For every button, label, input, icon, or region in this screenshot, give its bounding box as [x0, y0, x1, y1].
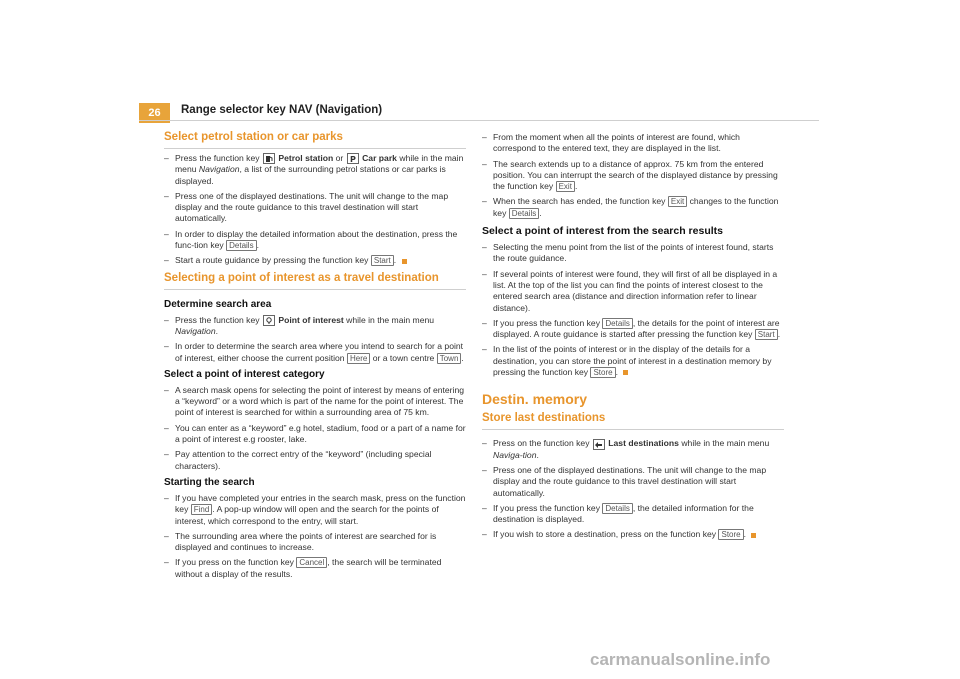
text: , a list of the surrounding petrol stations or car parks is displayed.	[175, 164, 446, 186]
text: .	[539, 207, 542, 218]
details-key: Details	[509, 208, 539, 219]
text: If you wish to store a destination, press on the function key	[493, 529, 717, 540]
subheading-search-area: Determine search area	[164, 298, 272, 310]
left-column	[164, 130, 466, 584]
store-steps	[482, 438, 784, 540]
list-item: – Press one of the displayed destinations. The unit will change to the map display and the route guidance to this travel destination will start automatically.	[482, 465, 784, 499]
running-title: Range selector key NAV (Navigation)	[181, 104, 383, 116]
list-item	[164, 341, 466, 364]
chapter-heading-destin-memory: Destin. memory	[482, 391, 588, 408]
list-item: – The surrounding area where the points of interest are searched for is displayed and continues to increase.	[164, 531, 466, 554]
key-label-petrol-station: Petrol station	[278, 153, 334, 163]
details-key: Details	[602, 318, 632, 329]
text: If you press the function key	[493, 502, 601, 513]
text: If you press the function key	[493, 317, 601, 328]
list-item	[482, 318, 784, 341]
list-item	[482, 503, 784, 526]
exit-key: Exit	[556, 181, 575, 192]
section-end-marker	[751, 533, 756, 538]
parking-icon	[347, 153, 359, 164]
text: Press the function key	[175, 153, 260, 163]
text: .	[215, 325, 218, 336]
town-key: Town	[437, 353, 462, 364]
key-label-last-destinations: Last destinations	[608, 438, 679, 449]
details-key: Details	[226, 240, 256, 251]
details-key: Details	[602, 503, 632, 514]
store-key: Store	[590, 367, 615, 378]
poi-result-steps	[482, 242, 784, 378]
section-end-marker	[402, 259, 407, 264]
list-item: – Pay attention to the correct entry of the “keyword” (including special characters).	[164, 449, 466, 472]
subheading-starting-search: Starting the search	[164, 476, 255, 488]
list-item: – If several points of interest were found, they will first of all be displayed in a list. At the top of the list you can find the points of interest closest to the entered search area (distance and direction information refer to linear distance).	[482, 269, 784, 314]
text: If you press on the function key	[175, 557, 294, 568]
petrol-steps	[164, 153, 466, 267]
text: Start a route guidance by pressing the function key	[175, 255, 369, 266]
text: .	[777, 329, 781, 340]
section-heading-petrol: Select petrol station or car parks	[164, 130, 466, 149]
text: .	[461, 352, 464, 363]
text: while in the main menu	[346, 314, 435, 325]
petrol-pump-icon	[263, 153, 275, 164]
search-result-steps	[482, 132, 784, 219]
spacer	[164, 290, 466, 296]
subheading-poi-category: Select a point of interest category	[164, 368, 325, 380]
menu-name: Navigation	[198, 164, 240, 175]
list-item: – Press one of the displayed destinations. The unit will change to the map display and the route guidance to this travel destination will start automatically.	[164, 191, 466, 225]
start-key: Start	[371, 255, 394, 266]
list-item: – A search mask opens for selecting the point of interest by means of entering a “keyword” or a word which is part of the name for the point of interest. The point of interest is searched for within a surrounding area of 75 km.	[164, 385, 466, 419]
text: , the search will be terminated without a display of the results.	[175, 557, 442, 579]
text: , the detailed information for the destination is displayed.	[493, 502, 754, 525]
list-item	[164, 315, 466, 338]
text: . A pop-up window will open and the search for the points of interest, which correspond to the entry, will start.	[175, 504, 439, 526]
search-steps	[164, 493, 466, 580]
cancel-key: Cancel	[296, 557, 327, 568]
text: , the details for the point of interest are displayed. A route guidance is started after pressing the function key	[493, 317, 780, 340]
list-item	[164, 153, 466, 187]
list-item	[482, 529, 784, 540]
list-item	[482, 159, 784, 193]
menu-name: Navigation	[175, 325, 216, 336]
key-label-car-park: Car park	[362, 153, 397, 163]
text: If you have completed your entries in the search mask, press on the function key	[175, 492, 466, 515]
text: In order to determine the search area where you intend to search for a point of interest, either choose the current position	[175, 341, 464, 363]
svg-text:P: P	[349, 155, 356, 164]
subheading-select-poi-results: Select a point of interest from the search results	[482, 225, 723, 238]
text: while in the main menu	[681, 438, 770, 449]
watermark: carmanualsonline.info	[590, 650, 771, 669]
list-item	[482, 196, 784, 219]
text: .	[574, 181, 578, 192]
list-item	[482, 344, 784, 378]
poi-icon	[263, 315, 275, 326]
list-item: – Selecting the menu point from the list of the points of interest found, starts the route guidance.	[482, 242, 784, 265]
page-number: 26	[139, 103, 170, 123]
list-item	[164, 493, 466, 527]
section-end-marker	[623, 370, 628, 375]
find-key: Find	[191, 504, 213, 515]
here-key: Here	[347, 353, 370, 364]
text: .	[393, 255, 397, 266]
store-key: Store	[718, 529, 743, 540]
text: .	[536, 449, 539, 460]
list-item: – From the moment when all the points of interest are found, which correspond to the entered text, they are displayed in the list.	[482, 132, 784, 155]
text: When the search has ended, the function key	[493, 196, 666, 207]
menu-name: Naviga-tion	[493, 449, 537, 460]
text: while in the main menu	[175, 153, 464, 175]
search-area-steps	[164, 315, 466, 364]
start-key: Start	[755, 329, 778, 340]
text: .	[743, 529, 746, 540]
last-destinations-icon	[593, 439, 605, 450]
list-item	[164, 255, 466, 266]
list-item: – You can enter as a “keyword” e.g hotel, stadium, food or a part of a name for a point of interest e.g rooster, lake.	[164, 423, 466, 446]
text: In the list of the points of interest or in the display of the details for a destination, you can store the point of interest in a destination memory by pressing the function key	[493, 344, 772, 378]
text: In order to display the detailed information about the destination, press the func-tion key	[175, 228, 458, 251]
category-steps	[164, 385, 466, 472]
text: or a town centre	[372, 352, 435, 363]
list-item	[164, 557, 466, 580]
key-label-point-of-interest: Point of interest	[278, 314, 344, 325]
section-heading-poi: Selecting a point of interest as a travel destination	[164, 271, 466, 290]
text: Press the function key	[175, 314, 260, 325]
text: .	[615, 367, 618, 378]
section-heading-store-last: Store last destinations	[482, 411, 784, 430]
list-item	[482, 438, 784, 461]
text: Press on the function key	[493, 438, 590, 449]
header-divider	[139, 120, 819, 121]
list-item	[164, 229, 466, 252]
text: The search extends up to a distance of approx. 75 km from the entered position. You can interrupt the search of the displayed distance by pressing the function key	[493, 158, 778, 192]
exit-key: Exit	[668, 196, 687, 207]
text: changes to the function key	[493, 196, 779, 218]
text: or	[335, 153, 344, 163]
text: .	[256, 240, 259, 251]
right-column	[482, 130, 784, 545]
